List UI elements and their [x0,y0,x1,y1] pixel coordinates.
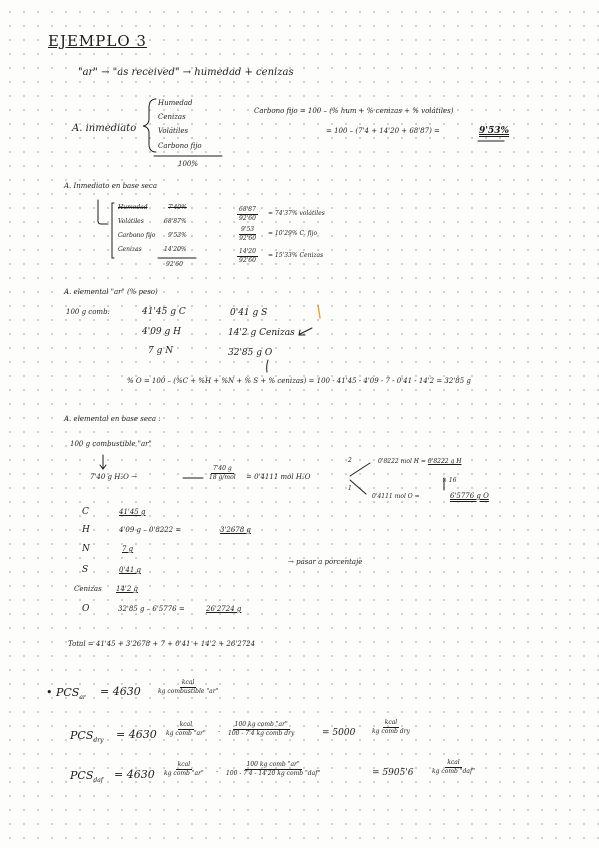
fraction-denominator: 92'60 [239,215,256,222]
pcs-ar-value: = 4630 [100,685,141,698]
element-value: 4'09 g – 0'8222 = [119,526,182,534]
coefficient: 2 [348,457,352,464]
element-symbol: Cenizas [74,585,102,593]
fraction-numerator: 68'87 [239,206,256,213]
pcs-dry-value: = 4630 [116,728,157,741]
pcs-daf-value: = 4630 [114,768,155,781]
elemental-base: 100 g comb: [66,308,110,316]
water-fraction [209,466,236,481]
elemental-right-item: 0'41 g S [230,308,268,318]
dry-fraction-ash [237,249,258,264]
immediate-item: Volátiles [158,127,189,135]
elemental-left-item: 4'09 g H [142,327,181,337]
fraction-numerator: 100 kg comb "ar" [246,761,300,768]
branch-up [350,463,370,476]
pcs-dry-fraction-3 [372,720,410,735]
dry-row-name: Humedad [118,204,148,211]
coefficient: 1 [348,485,352,492]
dry-hook [98,200,108,224]
pcs-daf-fraction-1 [164,762,204,777]
dry-row-value: 68'87% [164,218,187,225]
pcs-dry-fraction-2 [228,722,294,737]
immediate-total: 100% [178,160,199,168]
pcs-daf-result: = 5905'6 [372,768,414,778]
fraction-denominator: 92'60 [239,257,256,264]
dry-fraction-result: = 74'37% volátiles [268,210,325,217]
arrow-head [299,330,305,335]
element-value: 32'85 g – 6'5776 = [118,605,185,613]
fraction-numerator: kcal [179,721,193,728]
element-symbol: O [82,604,90,614]
dry-label: A. Inmediato en base seca [64,182,158,190]
pcs-dry-result: = 5000 [322,728,356,738]
pcs-dry-fraction-1 [166,722,206,737]
fraction-numerator: kcal [384,719,398,726]
elemental-dry-label: A. elemental en base seca : [64,415,161,423]
element-value: 7 g [122,545,134,553]
immediate-item: Humedad [158,99,193,107]
fraction-denominator: kg comb dry [372,728,410,735]
fraction-denominator: 100 - 7'4 - 14'20 kg comb "daf" [226,770,321,777]
dry-row-name: Carbono fijo [118,232,156,239]
element-symbol: S [82,565,89,575]
branch-multiplier: × 16 [442,477,457,484]
carbon-fixed-result: 9'53% [479,126,510,136]
fraction-denominator: kg combustible "ar" [158,688,219,695]
multiply-dot: · [218,728,221,736]
elemental-left-item: 41'45 g C [142,307,186,317]
pcs-prefix: PCS [70,729,94,742]
oxygen-branch: 0'4111 mol O = [372,493,420,500]
dry-sum: 92'60 [166,261,183,268]
dry-row-value: 9'53% [168,232,187,239]
hydrogen-dry-result: 3'2678 g [220,526,251,534]
fraction-numerator: kcal [447,759,460,766]
oxygen-branch-result: 6'5776 g O [450,492,489,500]
oxygen-equation: % O = 100 – (%C + %H + %N + % S + % cenizas) = 100 - 41'45 - 4'09 - 7 - 0'41 - 14'2 = 32'85 g [127,377,471,385]
dry-row-name: Cenizas [118,246,142,253]
fraction-denominator: kg comb "ar" [166,730,206,737]
branch-down [350,480,366,494]
pcs-daf-label [70,770,103,784]
ar-definition: "ar" → "as received" → humedad + cenizas [78,67,294,78]
immediate-item: Cenizas [158,113,186,121]
dry-row-value: 7'40% [168,204,187,211]
dry-brace [112,203,114,258]
elemental-left-item: 7 g N [148,346,174,356]
immediate-item: Carbono fijo [158,142,202,150]
percentage-note: → pasar a porcentaje [288,558,363,566]
dry-fraction-carbon [239,227,256,242]
fraction-denominator: kg comb "daf" [432,768,475,775]
element-symbol: H [82,525,90,535]
down-arrow-head [100,465,106,469]
element-value: 14'2 g [116,585,138,593]
hydrogen-branch-result: 0'8222 g H [427,458,462,465]
multiply-dot: · [216,768,219,776]
arrow-to-ash [300,328,312,334]
dry-row-value: 14'20% [164,246,187,253]
left-brace [143,99,156,152]
fraction-denominator: kg comb "ar" [164,770,204,777]
pcs-subscript: dry [93,737,104,745]
pcs-subscript: daf [93,777,103,785]
pointer-arrow [267,360,268,372]
elemental-label: A. elemental "ar" (% peso) [64,288,158,296]
fuel-basis: 100 g combustible "ar" [70,440,152,448]
pcs-prefix: • PCS [46,686,80,699]
dry-fraction-volatiles [237,207,258,222]
carbon-fixed-formula: Carbono fijo = 100 – (% hum + % cenizas + % volátiles) [254,107,454,115]
dry-fraction-result: = 10'29% C. fijo [268,230,318,237]
fraction-denominator: 100 - 7'4 kg comb dry [228,730,295,737]
element-symbol: N [82,544,90,554]
pcs-prefix: PCS [70,769,94,782]
water-line: 7'40 g H₂O → [90,473,137,481]
element-symbol: C [82,507,89,517]
pcs-daf-fraction-3 [432,760,475,775]
fraction-numerator: 9'53 [241,226,255,233]
fraction-denominator: 92'60 [239,235,257,242]
fraction-denominator: 18 g/mol [209,474,236,481]
total-sum: Total = 41'45 + 3'2678 + 7 + 0'41 + 14'2 + 26'2724 [68,640,256,648]
fraction-numerator: kcal [181,679,195,686]
immediate-label: A. inmediato [72,123,137,134]
page-title: EJEMPLO 3 [48,32,147,50]
oxygen-dry-result: 26'2724 g [206,605,242,613]
element-value: 0'41 g [119,566,141,574]
fraction-numerator: 7'40 g [212,465,232,472]
pcs-subscript: ar [79,694,86,702]
pcs-ar-label [46,687,86,701]
element-value: 41'45 g [119,508,146,516]
dry-fraction-result: = 15'33% Cenizas [268,252,324,259]
carbon-fixed-calc: = 100 – (7'4 + 14'20 + 68'87) = [326,127,440,135]
pcs-dry-label [70,730,103,744]
check-mark [318,305,320,318]
fraction-numerator: kcal [177,761,191,768]
pcs-daf-fraction-2 [226,762,320,777]
fraction-numerator: 14'20 [239,248,256,255]
elemental-right-item: 14'2 g Cenizas [228,328,295,338]
dry-row-name: Volátiles [118,218,144,225]
pcs-ar-fraction [158,680,218,695]
hydrogen-branch: 0'8222 mol H = 0'8222 g H [378,458,462,465]
water-moles: = 0'4111 mol H₂O [246,473,311,481]
elemental-right-item: 32'85 g O [228,348,273,358]
fraction-numerator: 100 kg comb "ar" [234,721,288,728]
